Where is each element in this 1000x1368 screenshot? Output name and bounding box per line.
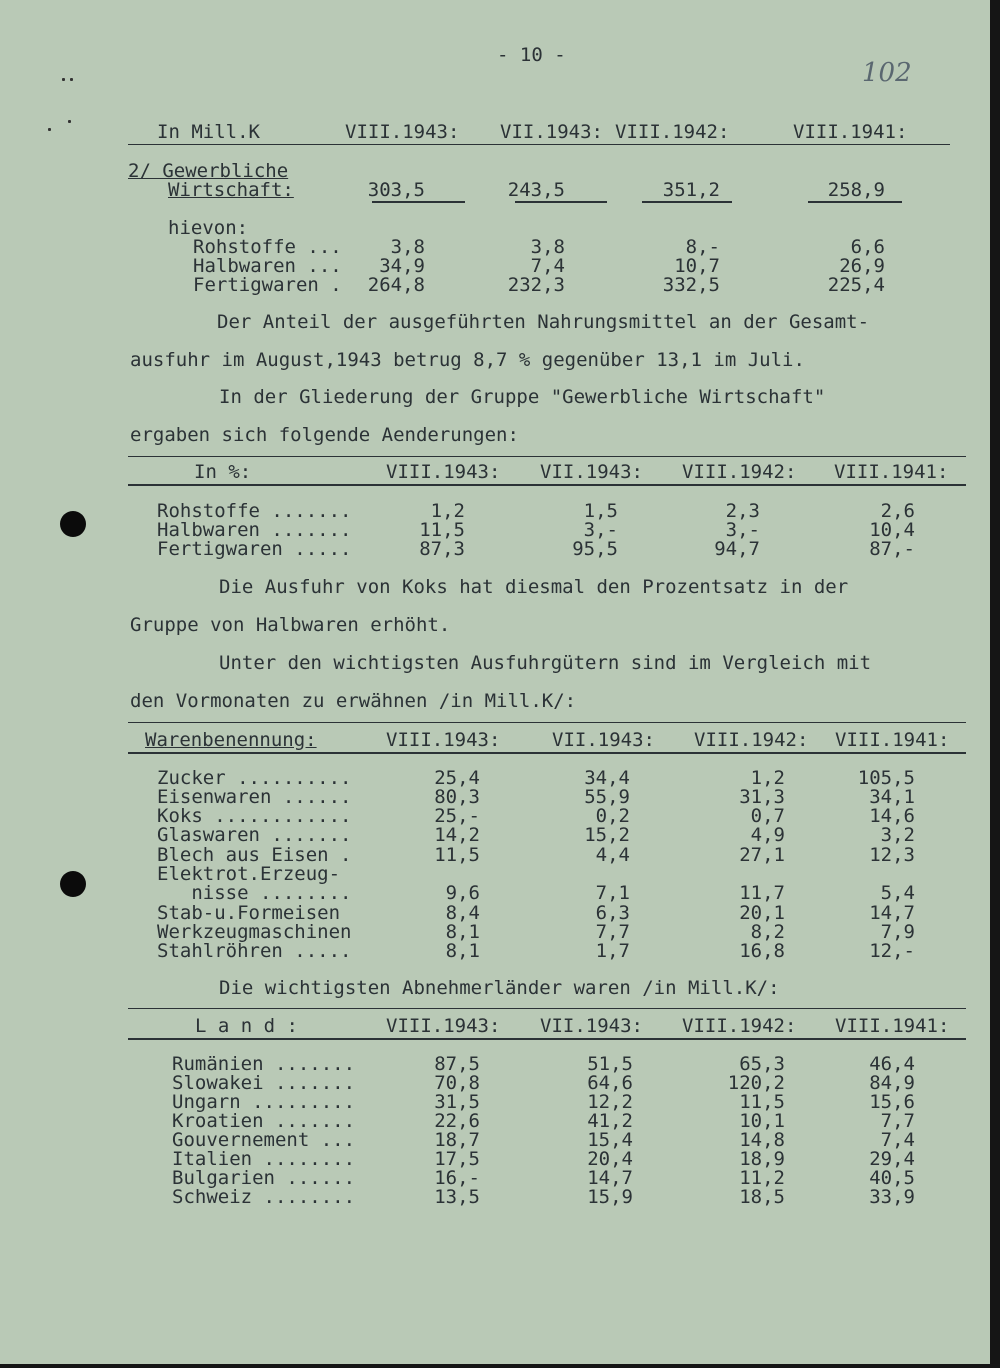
table3-cell: 8,1 — [445, 921, 480, 943]
table4-cell: 18,9 — [739, 1148, 785, 1170]
table1-total-underline — [642, 201, 732, 203]
paragraph-line: ausfuhr im August,1943 betrug 8,7 % gegenüber 13,1 im Juli. — [130, 349, 805, 371]
table4-header-col3: VIII.1942: — [682, 1015, 797, 1037]
table2-cell: 95,5 — [572, 538, 618, 560]
table4-row-label: Ungarn ......... — [172, 1091, 356, 1113]
table3-cell: 1,7 — [595, 940, 630, 962]
table4-cell: 120,2 — [727, 1072, 785, 1094]
table4-cell: 31,5 — [434, 1091, 480, 1113]
table3-row-label: Elektrot.Erzeug- — [157, 863, 341, 885]
table4-cell: 15,4 — [587, 1129, 633, 1151]
table3-cell: 25,- — [434, 805, 480, 827]
table1-section-label-1: 2/ Gewerbliche — [128, 160, 289, 182]
table4-row-label: Rumänien ....... — [172, 1053, 356, 1075]
table1-header-label: In Mill.K — [157, 121, 260, 143]
paragraph-line: ergaben sich folgende Aenderungen: — [130, 424, 519, 446]
table4-row-label: Slowakei ....... — [172, 1072, 356, 1094]
table4-cell: 18,5 — [739, 1186, 785, 1208]
table2-header-label: In %: — [194, 461, 252, 483]
margin-mark — [68, 120, 71, 123]
paragraph-line: Die Ausfuhr von Koks hat diesmal den Prozentsatz in der — [219, 576, 849, 598]
table2-header-col2: VII.1943: — [540, 461, 643, 483]
table3-cell: 14,7 — [869, 902, 915, 924]
table1-header-col3: VIII.1942: — [615, 121, 730, 143]
table4-cell: 70,8 — [434, 1072, 480, 1094]
table3-row-label: nisse ........ — [157, 882, 352, 904]
table3-cell: 4,9 — [750, 824, 785, 846]
table1-cell: 264,8 — [367, 274, 425, 296]
table1-total-underline — [372, 201, 465, 203]
table1-cell: 232,3 — [507, 274, 565, 296]
table2-cell: 87,3 — [419, 538, 465, 560]
table2-header-col3: VIII.1942: — [682, 461, 797, 483]
table4-top-rule — [128, 1008, 966, 1009]
table1-cell: 3,8 — [530, 236, 565, 258]
table1-header-rule — [128, 144, 950, 145]
table3-cell: 31,3 — [739, 786, 785, 808]
table3-cell: 14,6 — [869, 805, 915, 827]
table1-cell: 3,8 — [390, 236, 425, 258]
table2-cell: 11,5 — [419, 519, 465, 541]
table3-cell: 34,4 — [584, 767, 630, 789]
table1-total-col3: 351,2 — [662, 179, 720, 201]
table4-cell: 29,4 — [869, 1148, 915, 1170]
table1-total-col1: 303,5 — [367, 179, 425, 201]
table3-cell: 8,4 — [445, 902, 480, 924]
table4-row-label: Bulgarien ...... — [172, 1167, 356, 1189]
table4-header-rule — [128, 1038, 966, 1040]
table1-cell: 10,7 — [674, 255, 720, 277]
table4-cell: 13,5 — [434, 1186, 480, 1208]
table3-row-label: Stab-u.Formeisen — [157, 902, 341, 924]
scan-border-bottom — [0, 1364, 1000, 1368]
table4-header-label: L a n d : — [195, 1015, 298, 1037]
table3-row-label: Eisenwaren ...... — [157, 786, 352, 808]
table4-header-col1: VIII.1943: — [386, 1015, 501, 1037]
table4-header-col2: VII.1943: — [540, 1015, 643, 1037]
table3-header-col1: VIII.1943: — [386, 729, 501, 751]
table1-cell: 34,9 — [379, 255, 425, 277]
page-number: - 10 - — [497, 44, 566, 66]
table3-cell: 1,2 — [750, 767, 785, 789]
table4-cell: 14,7 — [587, 1167, 633, 1189]
table3-header-col3: VIII.1942: — [694, 729, 809, 751]
table4-cell: 15,9 — [587, 1186, 633, 1208]
table2-header-rule — [128, 484, 966, 486]
table3-cell: 12,3 — [869, 844, 915, 866]
table4-cell: 18,7 — [434, 1129, 480, 1151]
table1-row-label: Fertigwaren . — [193, 274, 342, 296]
table3-cell: 7,1 — [595, 882, 630, 904]
table3-cell: 20,1 — [739, 902, 785, 924]
table4-cell: 17,5 — [434, 1148, 480, 1170]
table4-cell: 11,5 — [739, 1091, 785, 1113]
table3-header-col2: VII.1943: — [552, 729, 655, 751]
table3-cell: 5,4 — [880, 882, 915, 904]
margin-mark — [70, 78, 73, 81]
table1-row-label: Rohstoffe ... — [193, 236, 342, 258]
table2-row-label: Rohstoffe ....... — [157, 500, 352, 522]
table1-total-underline — [515, 201, 607, 203]
table4-cell: 14,8 — [739, 1129, 785, 1151]
table4-cell: 12,2 — [587, 1091, 633, 1113]
binder-hole-bottom — [60, 871, 86, 897]
table3-cell: 9,6 — [445, 882, 480, 904]
table4-header-col4: VIII.1941: — [835, 1015, 950, 1037]
table1-total-col2: 243,5 — [507, 179, 565, 201]
table1-row-label: Halbwaren ... — [193, 255, 342, 277]
table4-cell: 41,2 — [587, 1110, 633, 1132]
table2-cell: 10,4 — [869, 519, 915, 541]
table3-header-label: Warenbenennung: — [145, 729, 317, 751]
paragraph-line: Gruppe von Halbwaren erhöht. — [130, 614, 451, 636]
table3-cell: 0,7 — [750, 805, 785, 827]
table3-row-label: Werkzeugmaschinen — [157, 921, 352, 943]
table3-top-rule — [128, 722, 966, 723]
table4-cell: 11,2 — [739, 1167, 785, 1189]
table1-total-col4: 258,9 — [827, 179, 885, 201]
table4-cell: 51,5 — [587, 1053, 633, 1075]
table2-cell: 1,5 — [583, 500, 618, 522]
table3-cell: 6,3 — [595, 902, 630, 924]
table4-cell: 40,5 — [869, 1167, 915, 1189]
table1-cell: 8,- — [685, 236, 720, 258]
table3-cell: 80,3 — [434, 786, 480, 808]
archive-number: 102 — [862, 58, 912, 88]
table2-header-col1: VIII.1943: — [386, 461, 501, 483]
table3-cell: 14,2 — [434, 824, 480, 846]
table3-cell: 8,1 — [445, 940, 480, 962]
table1-cell: 6,6 — [850, 236, 885, 258]
paragraph-line: Der Anteil der ausgeführten Nahrungsmittel an der Gesamt- — [217, 311, 870, 333]
table1-header-col1: VIII.1943: — [345, 121, 460, 143]
table3-cell: 7,7 — [595, 921, 630, 943]
table3-cell: 4,4 — [595, 844, 630, 866]
table3-cell: 7,9 — [880, 921, 915, 943]
table2-row-label: Fertigwaren ..... — [157, 538, 352, 560]
table1-cell: 225,4 — [827, 274, 885, 296]
table1-total-underline — [808, 201, 902, 203]
table4-row-label: Gouvernement ... — [172, 1129, 356, 1151]
table4-cell: 10,1 — [739, 1110, 785, 1132]
scan-border-right — [990, 0, 1000, 1368]
table1-cell: 332,5 — [662, 274, 720, 296]
table4-cell: 87,5 — [434, 1053, 480, 1075]
table4-row-label: Italien ........ — [172, 1148, 356, 1170]
table4-cell: 65,3 — [739, 1053, 785, 1075]
table4-row-label: Schweiz ........ — [172, 1186, 356, 1208]
table1-header-col2: VII.1943: — [500, 121, 603, 143]
table1-header-col4: VIII.1941: — [793, 121, 908, 143]
table3-cell: 16,8 — [739, 940, 785, 962]
table1-section-label-2: Wirtschaft: — [168, 179, 294, 201]
table2-cell: 87,- — [869, 538, 915, 560]
table2-top-rule — [128, 456, 966, 457]
table4-cell: 20,4 — [587, 1148, 633, 1170]
table3-cell: 11,5 — [434, 844, 480, 866]
paragraph-line: In der Gliederung der Gruppe "Gewerbliche Wirtschaft" — [219, 386, 826, 408]
table4-row-label: Kroatien ....... — [172, 1110, 356, 1132]
table3-row-label: Koks ............ — [157, 805, 352, 827]
table2-cell: 2,3 — [725, 500, 760, 522]
table3-cell: 34,1 — [869, 786, 915, 808]
binder-hole-top — [60, 511, 86, 537]
table2-row-label: Halbwaren ....... — [157, 519, 352, 541]
table4-cell: 15,6 — [869, 1091, 915, 1113]
paragraph-line: Die wichtigsten Abnehmerländer waren /in Mill.K/: — [219, 977, 780, 999]
table3-cell: 8,2 — [750, 921, 785, 943]
table2-header-col4: VIII.1941: — [834, 461, 949, 483]
table3-header-col4: VIII.1941: — [835, 729, 950, 751]
table4-cell: 7,7 — [880, 1110, 915, 1132]
table3-row-label: Glaswaren ....... — [157, 824, 352, 846]
table2-cell: 2,6 — [880, 500, 915, 522]
table1-subheading: hievon: — [168, 217, 249, 239]
table1-cell: 7,4 — [530, 255, 565, 277]
table3-header-rule — [128, 752, 966, 754]
paragraph-line: den Vormonaten zu erwähnen /in Mill.K/: — [130, 690, 577, 712]
table3-cell: 11,7 — [739, 882, 785, 904]
table4-cell: 7,4 — [880, 1129, 915, 1151]
table3-cell: 12,- — [869, 940, 915, 962]
table2-cell: 3,- — [725, 519, 760, 541]
table3-row-label: Zucker .......... — [157, 767, 352, 789]
table1-cell: 26,9 — [839, 255, 885, 277]
table3-row-label: Blech aus Eisen . — [157, 844, 352, 866]
margin-mark — [62, 78, 65, 81]
table3-row-label: Stahlröhren ..... — [157, 940, 352, 962]
margin-mark — [48, 128, 51, 131]
table4-cell: 22,6 — [434, 1110, 480, 1132]
table4-cell: 46,4 — [869, 1053, 915, 1075]
paragraph-line: Unter den wichtigsten Ausfuhrgütern sind im Vergleich mit — [219, 652, 872, 674]
table4-cell: 16,- — [434, 1167, 480, 1189]
table3-cell: 105,5 — [857, 767, 915, 789]
table4-cell: 64,6 — [587, 1072, 633, 1094]
table4-cell: 33,9 — [869, 1186, 915, 1208]
table3-cell: 55,9 — [584, 786, 630, 808]
table3-cell: 27,1 — [739, 844, 785, 866]
table2-cell: 3,- — [583, 519, 618, 541]
table4-cell: 84,9 — [869, 1072, 915, 1094]
table2-cell: 1,2 — [430, 500, 465, 522]
table3-cell: 25,4 — [434, 767, 480, 789]
table2-cell: 94,7 — [714, 538, 760, 560]
table3-cell: 3,2 — [880, 824, 915, 846]
table3-cell: 0,2 — [595, 805, 630, 827]
table3-cell: 15,2 — [584, 824, 630, 846]
